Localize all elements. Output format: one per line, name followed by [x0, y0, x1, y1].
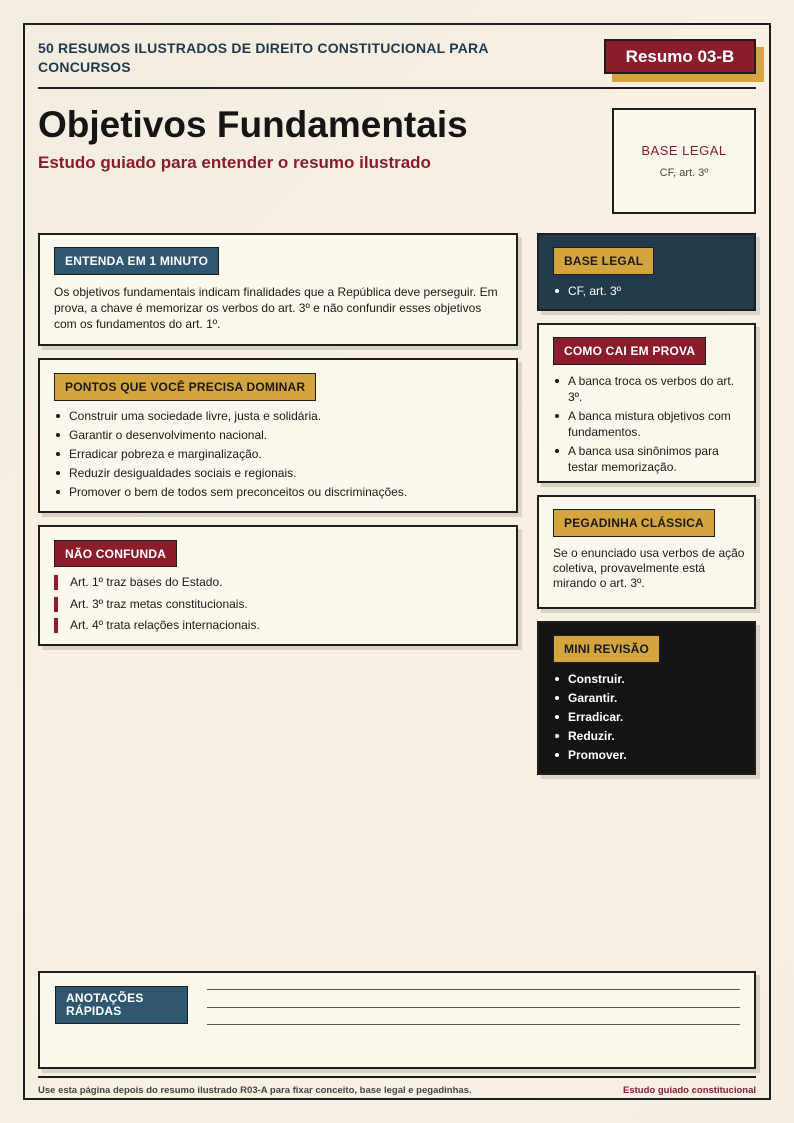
list-item: Reduzir desigualdades sociais e regionais.	[54, 465, 504, 481]
summary-badge	[604, 39, 764, 83]
note-line	[207, 1024, 740, 1025]
dont-confuse-tag: NÃO CONFUNDA	[54, 540, 177, 567]
list-item: CF, art. 3º	[553, 283, 743, 299]
footer-brand: Estudo guiado constitucional	[623, 1085, 756, 1096]
note-line	[207, 989, 740, 990]
list-item: Reduzir.	[553, 728, 743, 744]
dont-confuse-card	[38, 525, 518, 646]
exam-list	[553, 373, 743, 478]
minute-card	[38, 233, 518, 346]
classic-trap-text: Se o enunciado usa verbos de ação coletiva, provavelmente está mirando o art. 3º.	[553, 546, 745, 590]
list-item: Art. 3º traz metas constitucionais.	[54, 597, 248, 612]
key-points-card	[38, 358, 518, 513]
list-item: Construir uma sociedade livre, justa e solidária.	[54, 408, 504, 424]
legal-basis-value: CF, art. 3º	[659, 167, 709, 179]
legal-basis-card-list	[553, 283, 743, 302]
legal-basis-box	[612, 108, 756, 214]
mini-review-card	[537, 621, 756, 775]
list-item: Erradicar pobreza e marginalização.	[54, 446, 504, 462]
list-item: A banca mistura objetivos com fundamentos.	[553, 408, 743, 440]
exam-tag: COMO CAI EM PROVA	[553, 337, 706, 365]
minute-text: Os objetivos fundamentais indicam finalidades que a República deve perseguir. Em prova, a chave é memorizar os verbos do art. 3º e não confundir esses objetivos com os fundamentos do art. 1º.	[54, 285, 498, 331]
note-line	[207, 1007, 740, 1008]
list-item: Promover o bem de todos sem preconceitos ou discriminações.	[54, 484, 504, 500]
classic-trap-tag: PEGADINHA CLÁSSICA	[553, 509, 715, 537]
list-item: Art. 4º trata relações internacionais.	[54, 618, 260, 633]
badge-label: Resumo 03-B	[604, 39, 756, 74]
list-item: A banca usa sinônimos para testar memorização.	[553, 443, 743, 475]
list-item: A banca troca os verbos do art. 3º.	[553, 373, 743, 405]
minute-tag: ENTENDA EM 1 MINUTO	[54, 247, 219, 275]
footer-note: Use esta página depois do resumo ilustrado R03-A para fixar conceito, base legal e pegadinhas.	[38, 1085, 472, 1096]
mini-review-tag: MINI REVISÃO	[553, 635, 660, 663]
mini-review-list	[553, 671, 743, 766]
list-item: Construir.	[553, 671, 743, 687]
exam-card	[537, 323, 756, 483]
legal-basis-title: BASE LEGAL	[641, 143, 727, 158]
legal-basis-card	[537, 233, 756, 311]
footer-divider	[38, 1076, 756, 1078]
list-item: Art. 1º traz bases do Estado.	[54, 575, 222, 590]
legal-basis-card-tag: BASE LEGAL	[553, 247, 654, 275]
header-divider	[38, 87, 756, 89]
list-item: Erradicar.	[553, 709, 743, 725]
series-title: 50 RESUMOS ILUSTRADOS DE DIREITO CONSTITUCIONAL PARA CONCURSOS	[38, 40, 489, 75]
list-item: Promover.	[553, 747, 743, 763]
page-title: Objetivos Fundamentais	[38, 104, 468, 145]
page-subtitle: Estudo guiado para entender o resumo ilustrado	[38, 153, 431, 172]
key-points-tag: PONTOS QUE VOCÊ PRECISA DOMINAR	[54, 373, 316, 401]
classic-trap-card	[537, 495, 756, 609]
list-item: Garantir.	[553, 690, 743, 706]
key-points-list	[54, 408, 504, 503]
quick-notes-card	[38, 971, 756, 1069]
list-item: Garantir o desenvolvimento nacional.	[54, 427, 504, 443]
quick-notes-tag: ANOTAÇÕES RÁPIDAS	[55, 986, 188, 1024]
